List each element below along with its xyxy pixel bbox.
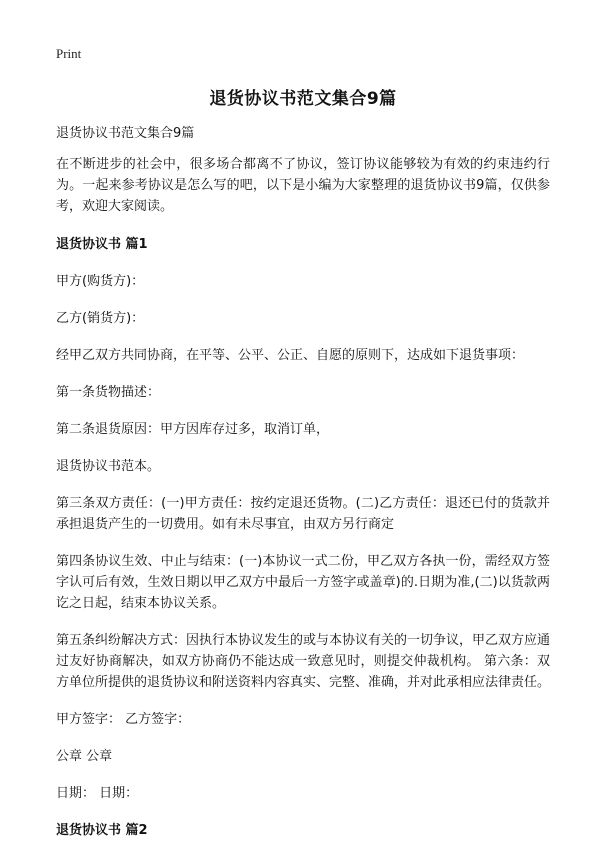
paragraph-party-a: 甲方(购货方)： [56, 274, 145, 289]
intro-paragraph: 在不断进步的社会中，很多场合都离不了协议，签订协议能够较为有效的约束违约行为。一起来参考协议是怎么写的吧，以下是小编为大家整理的退货协议书9篇，仅供参考，欢迎大家阅读。 [56, 157, 550, 214]
paragraph-template-note: 退货协议书范本。 [56, 459, 161, 474]
paragraph-dates: 日期： 日期： [56, 786, 139, 801]
paragraph-article-4: 第四条协议生效、中止与结束：(一)本协议一式二份，甲乙双方各执一份，需经双方签字认可后有效，生效日期以甲乙双方中最后一方签字或盖章)的.日期为准,(二)以货款两讫之日起，结束本协议关系。 [56, 554, 550, 611]
paragraph-seals: 公章 公章 [56, 749, 113, 764]
paragraph-preamble: 经甲乙双方共同协商，在平等、公平、公正、自愿的原则下，达成如下退货事项： [56, 348, 525, 363]
paragraph-article-5: 第五条纠纷解决方式：因执行本协议发生的或与本协议有关的一切争议，甲乙双方应通过友好协商解决，如双方协商仍不能达成一致意见时，则提交仲裁机构。 第六条：双方单位所提供的退货协议和附送资料内容真实、完整、准确，并对此承相应法律责任。 [56, 633, 551, 690]
paragraph-party-b: 乙方(销货方)： [56, 311, 145, 326]
paragraph-article-2: 第二条退货原因：甲方因库存过多，取消订单， [56, 422, 330, 437]
print-link[interactable]: Print [56, 46, 82, 61]
document-title: 退货协议书范文集合9篇 [209, 89, 397, 109]
paragraph-article-3: 第三条双方责任：(一)甲方责任：按约定退还货物。(二)乙方责任：退还已付的货款并承担退货产生的一切费用。如有未尽事宜，由双方另行商定 [56, 496, 550, 532]
section-heading-1: 退货协议书 篇1 [56, 237, 148, 252]
section-heading-2: 退货协议书 篇2 [56, 823, 148, 838]
paragraph-signatures: 甲方签字： 乙方签字： [56, 712, 191, 727]
document-subtitle: 退货协议书范文集合9篇 [56, 126, 195, 141]
paragraph-article-1: 第一条货物描述： [56, 385, 161, 400]
